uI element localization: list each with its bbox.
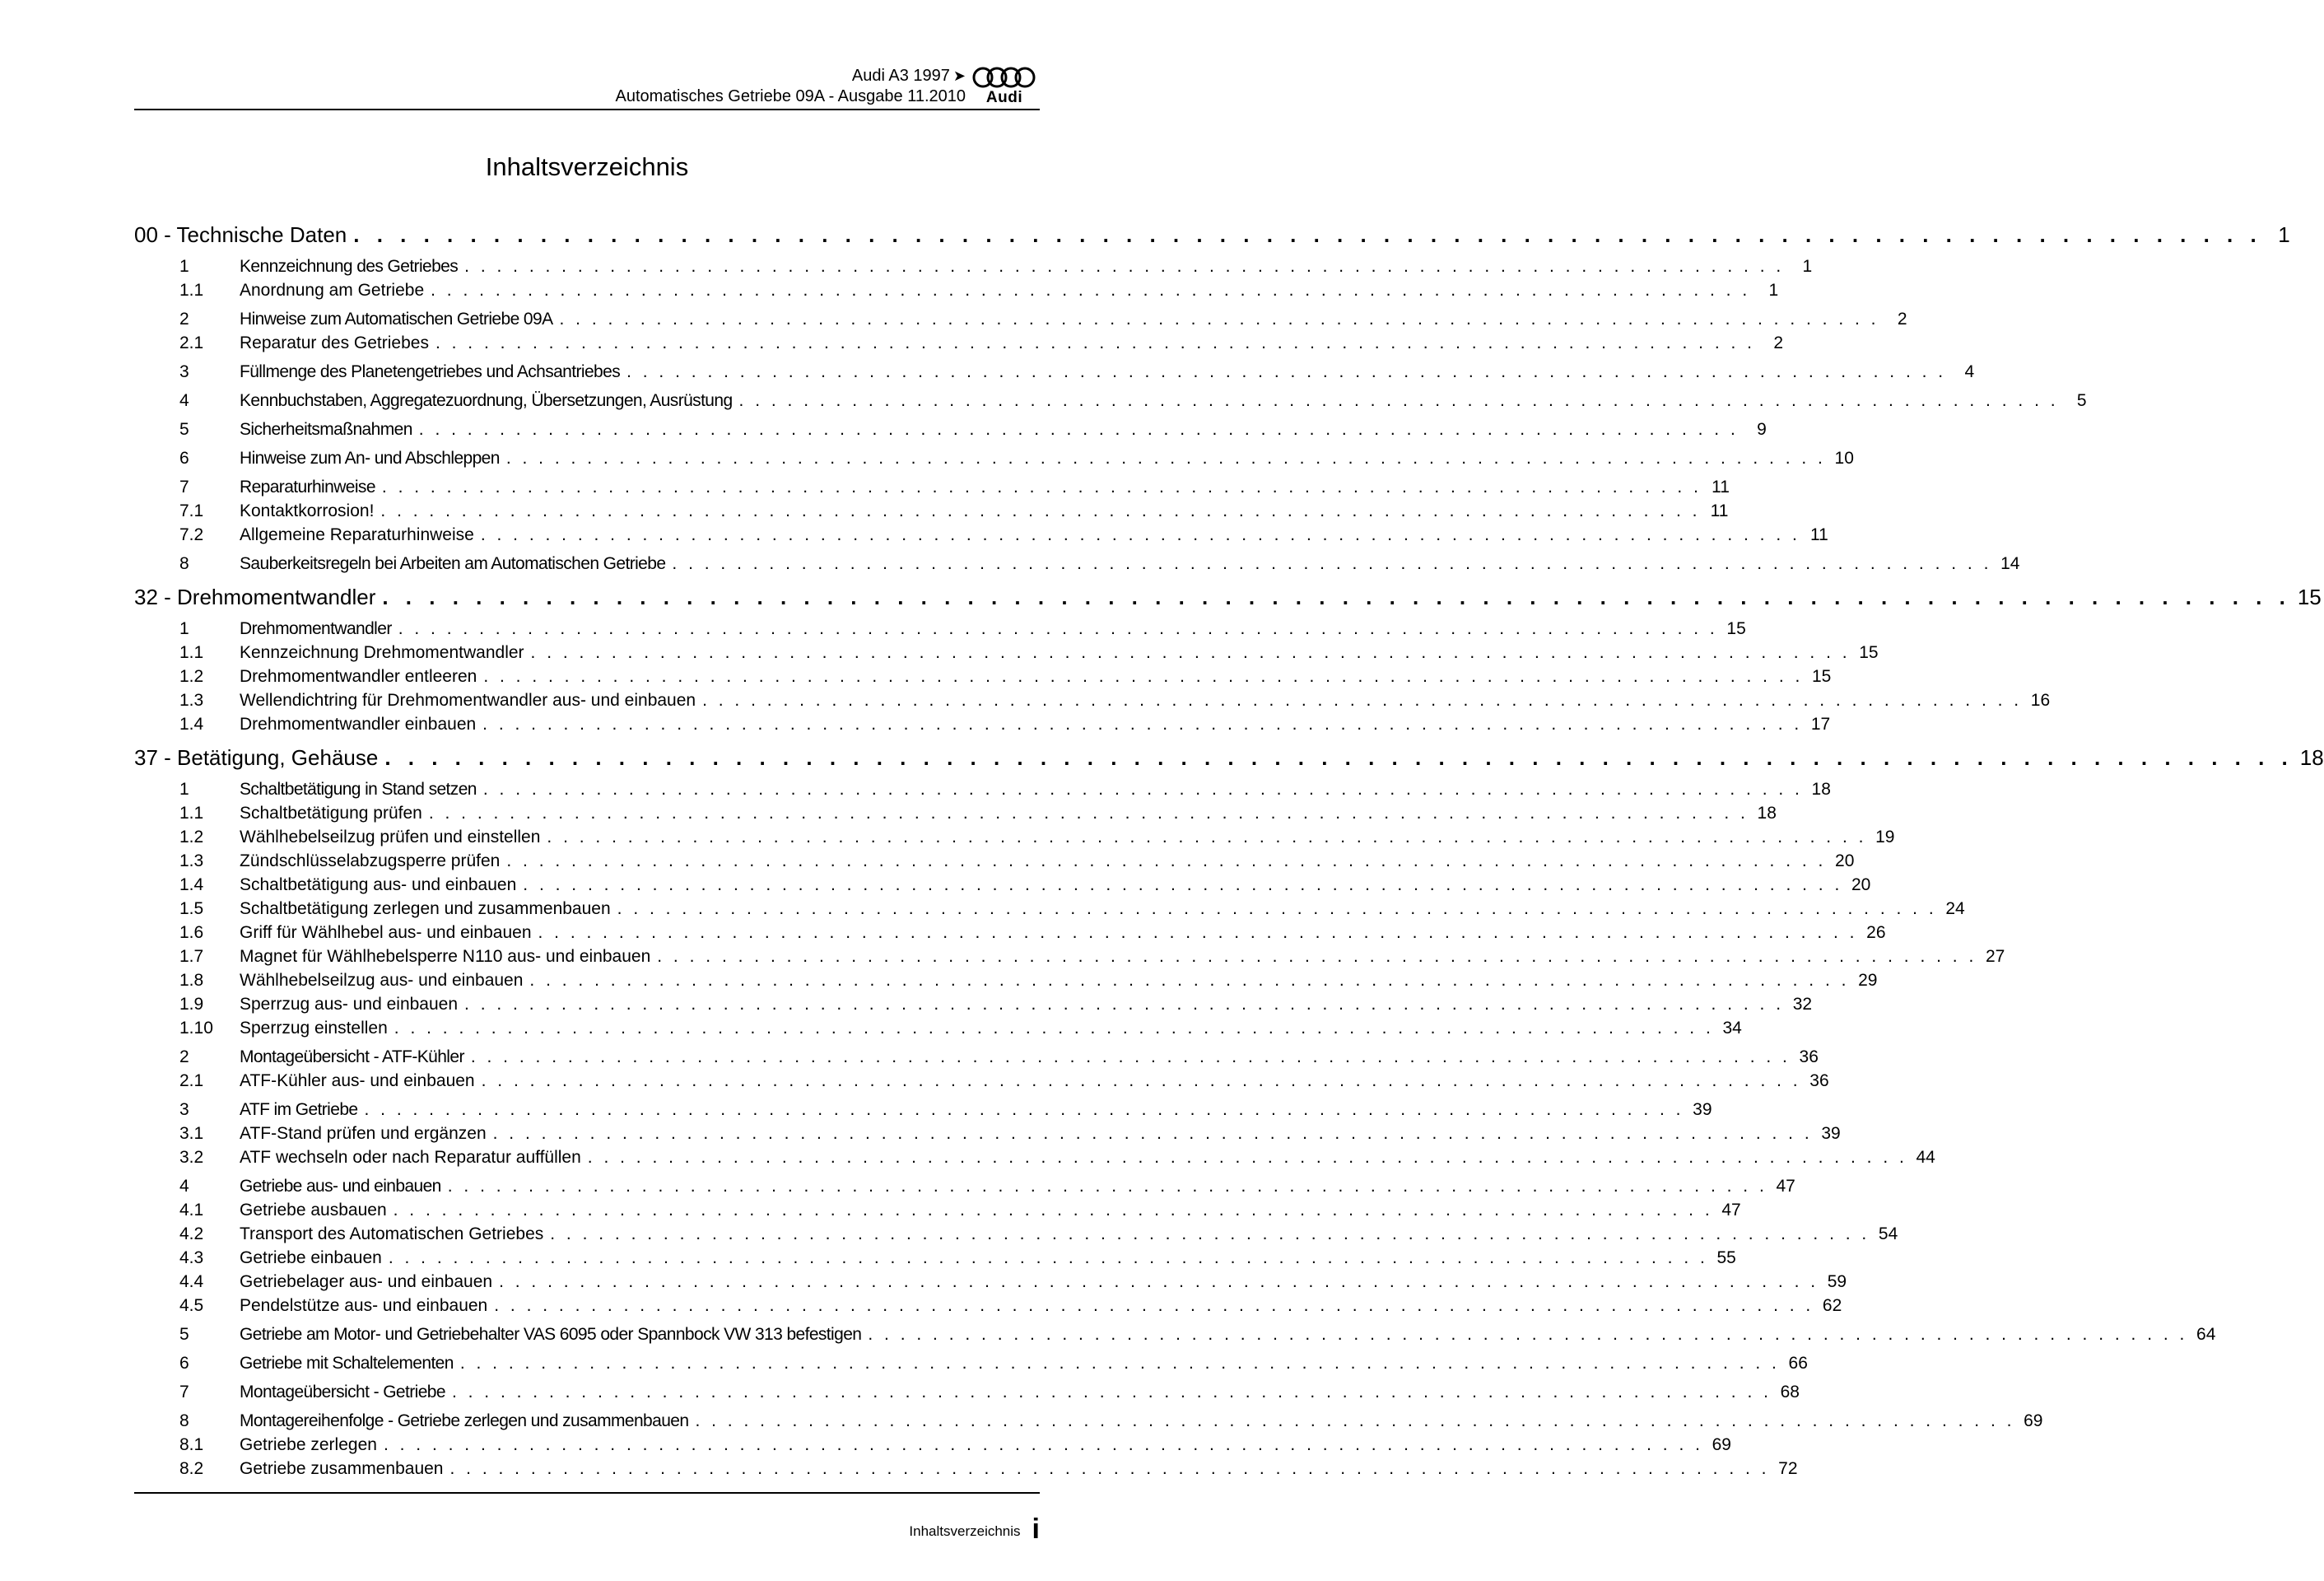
toc-dot-leader: . . . . . . . . . . . . . . . . . . . . . . . . . . . . . . . . . . . . . . . . . . . . . . . . . . . . . . . . . . . . . . . . . . . . . . . . . . . . . . . . . .: [550, 1224, 1870, 1243]
toc-entry-title: Schaltbetätigung zerlegen und zusammenbauen: [240, 899, 611, 918]
toc-entry-number: 7.2: [179, 525, 204, 544]
toc-page-number: 1: [1768, 281, 1779, 300]
toc-entry-title: Allgemeine Reparaturhinweise: [240, 525, 474, 544]
toc-entry-title: Getriebe ausbauen: [240, 1201, 387, 1220]
toc-dot-leader: . . . . . . . . . . . . . . . . . . . . . . . . . . . . . . . . . . . . . . . . . . . . . . . . . . . . . . . . . . . . . . . . . . . . . . . . . . . . . . . . . .: [559, 310, 1879, 329]
toc-dot-leader: . . . . . . . . . . . . . . . . . . . . . . . . . . . . . . . . . . . . . . . . . . . . . . . . . . . . . . . . . . . . . . . . . . . . . . . . . . . . . . . . . .: [428, 804, 1749, 823]
toc-entry-title: Zündschlüsselabzugsperre prüfen: [240, 851, 501, 870]
page-title: Inhaltsverzeichnis: [485, 152, 689, 181]
audi-logo: [969, 66, 1040, 104]
toc-page-number: 4: [1964, 362, 1975, 381]
toc-entry[interactable]: [134, 643, 1879, 667]
toc-entry[interactable]: [134, 1224, 1898, 1248]
toc-page-number: 69: [1712, 1435, 1731, 1454]
toc-page-number: 64: [2196, 1325, 2216, 1344]
toc-entry[interactable]: [134, 828, 1895, 851]
toc-entry-title: ATF-Stand prüfen und ergänzen: [240, 1124, 487, 1143]
toc-entry-number: 3: [179, 1100, 189, 1119]
toc-page-number: 66: [1788, 1354, 1808, 1373]
toc-entry-title: Pendelstütze aus- und einbauen: [240, 1296, 488, 1315]
toc-entry[interactable]: [134, 310, 1907, 333]
toc-entry-title: Getriebelager aus- und einbauen: [240, 1272, 493, 1291]
toc-dot-leader: . . . . . . . . . . . . . . . . . . . . . . . . . . . . . . . . . . . . . . . . . . . . . . . . . . . . . . . . . . . . . . . . . . . . . . . . . . . . . . . . . .: [380, 501, 1701, 520]
toc-entry[interactable]: [134, 281, 1779, 305]
toc-page-number: 39: [1821, 1124, 1841, 1143]
toc-dot-leader: . . . . . . . . . . . . . . . . . . . . . . . . . . . . . . . . . . . . . . . . . . . . . . . . . . . . . . . . . . . . . . . . . . . . . . . . . . . . . . . . . .: [738, 391, 2059, 410]
toc-entry-title: Hinweise zum An- und Abschleppen: [240, 449, 500, 468]
toc-page-number: 47: [1721, 1201, 1741, 1220]
toc-dot-leader: . . . . . . . . . . . . . . . . . . . . . . . . . . . . . . . . . . . . . . . . . . . . . . . . . . . . . . . . . . . . . . . . . . . . . . . . . . . . . . . . . .: [384, 745, 2294, 770]
toc-entry[interactable]: [134, 1019, 1742, 1042]
toc-dot-leader: . . . . . . . . . . . . . . . . . . . . . . . . . . . . . . . . . . . . . . . . . . . . . . . . . . . . . . . . . . . . . . . . . . . . . . . . . . . . . . . . . .: [398, 619, 1718, 638]
toc-dot-leader: . . . . . . . . . . . . . . . . . . . . . . . . . . . . . . . . . . . . . . . . . . . . . . . . . . . . . . . . . . . . . . . . . . . . . . . . . . . . . . . . . .: [447, 1177, 1767, 1196]
toc-dot-leader: . . . . . . . . . . . . . . . . . . . . . . . . . . . . . . . . . . . . . . . . . . . . . . . . . . . . . . . . . . . . . . . . . . . . . . . . . . . . . . . . . .: [499, 1272, 1819, 1291]
toc-entry-title: 00 - Technische Daten: [134, 222, 347, 247]
toc-page-number: 44: [1916, 1148, 1935, 1167]
toc-entry-number: 2: [179, 310, 189, 329]
toc-entry-title: ATF wechseln oder nach Reparatur auffüllen: [240, 1148, 581, 1167]
toc-entry-number: 4: [179, 391, 189, 410]
footer-label: Inhaltsverzeichnis: [909, 1523, 1021, 1539]
toc-dot-leader: . . . . . . . . . . . . . . . . . . . . . . . . . . . . . . . . . . . . . . . . . . . . . . . . . . . . . . . . . . . . . . . . . . . . . . . . . . . . . . . . . .: [617, 899, 1937, 918]
toc-page-number: 59: [1827, 1272, 1847, 1291]
toc-dot-leader: . . . . . . . . . . . . . . . . . . . . . . . . . . . . . . . . . . . . . . . . . . . . . . . . . . . . . . . . . . . . . . . . . . . . . . . . . . . . . . . . . .: [394, 1019, 1714, 1038]
toc-entry-number: 8.1: [179, 1435, 204, 1454]
toc-entry[interactable]: [134, 1325, 2216, 1349]
toc-entry-title: Reparaturhinweise: [240, 478, 375, 497]
toc-entry-number: 2.1: [179, 333, 204, 352]
header-subtitle: Automatisches Getriebe 09A - Ausgabe 11.2010: [615, 87, 966, 105]
toc-entry-title: Kennzeichnung des Getriebes: [240, 257, 459, 276]
toc-entry[interactable]: [134, 899, 1965, 923]
toc-entry[interactable]: [134, 1100, 1712, 1124]
toc-entry-title: Kennbuchstaben, Aggregatezuordnung, Übersetzungen, Ausrüstung: [240, 391, 733, 410]
toc-page-number: 15: [2297, 585, 2322, 609]
toc-page-number: 69: [2024, 1411, 2043, 1430]
toc-dot-leader: . . . . . . . . . . . . . . . . . . . . . . . . . . . . . . . . . . . . . . . . . . . . . . . . . . . . . . . . . . . . . . . . . . . . . . . . . . . . . . . . . .: [483, 667, 1804, 686]
toc-page-number: 62: [1822, 1296, 1842, 1315]
toc-dot-leader: . . . . . . . . . . . . . . . . . . . . . . . . . . . . . . . . . . . . . . . . . . . . . . . . . . . . . . . . . . . . . . . . . . . . . . . . . . . . . . . . . .: [431, 281, 1751, 300]
toc-dot-leader: . . . . . . . . . . . . . . . . . . . . . . . . . . . . . . . . . . . . . . . . . . . . . . . . . . . . . . . . . . . . . . . . . . . . . . . . . . . . . . . . . .: [418, 420, 1739, 439]
page-footer: [909, 1513, 1040, 1546]
toc-entry-number: 7: [179, 1383, 189, 1401]
toc-entry-number: 4.2: [179, 1224, 204, 1243]
toc-entry-title: ATF im Getriebe: [240, 1100, 358, 1119]
toc-entry[interactable]: [134, 691, 2051, 715]
toc-entry-number: 8: [179, 1411, 189, 1430]
toc-entry[interactable]: [134, 1047, 1819, 1071]
toc-entry-title: Sicherheitsmaßnahmen: [240, 420, 412, 439]
toc-entry[interactable]: [134, 780, 1831, 804]
toc-entry-title: Montagereihenfolge - Getriebe zerlegen und zusammenbauen: [240, 1411, 689, 1430]
header-divider: [134, 109, 1040, 110]
toc-page-number: 15: [1726, 619, 1746, 638]
toc-dot-leader: . . . . . . . . . . . . . . . . . . . . . . . . . . . . . . . . . . . . . . . . . . . . . . . . . . . . . . . . . . . . . . . . . . . . . . . . . . . . . . . . . .: [695, 1411, 2015, 1430]
toc-dot-leader: . . . . . . . . . . . . . . . . . . . . . . . . . . . . . . . . . . . . . . . . . . . . . . . . . . . . . . . . . . . . . . . . . . . . . . . . . . . . . . . . . .: [449, 1459, 1770, 1478]
toc-entry[interactable]: [134, 257, 1813, 281]
toc-dot-leader: . . . . . . . . . . . . . . . . . . . . . . . . . . . . . . . . . . . . . . . . . . . . . . . . . . . . . . . . . . . . . . . . . . . . . . . . . . . . . . . . . .: [451, 1383, 1772, 1401]
toc-dot-leader: . . . . . . . . . . . . . . . . . . . . . . . . . . . . . . . . . . . . . . . . . . . . . . . . . . . . . . . . . . . . . . . . . . . . . . . . . . . . . . . . . .: [393, 1201, 1713, 1220]
toc-dot-leader: . . . . . . . . . . . . . . . . . . . . . . . . . . . . . . . . . . . . . . . . . . . . . . . . . . . . . . . . . . . . . . . . . . . . . . . . . . . . . . . . . .: [657, 947, 1977, 966]
toc-page-number: 32: [1792, 995, 1813, 1014]
toc-entry[interactable]: [134, 971, 1878, 995]
toc-page-number: 20: [1835, 851, 1855, 870]
toc-entry[interactable]: [134, 995, 1813, 1019]
toc-page-number: 9: [1757, 420, 1767, 439]
toc-entry-title: Drehmomentwandler einbauen: [240, 715, 477, 734]
table-of-contents: [134, 216, 2324, 1483]
toc-entry-title: Drehmomentwandler: [240, 619, 392, 638]
toc-entry-title: Kontaktkorrosion!: [240, 501, 375, 520]
toc-entry[interactable]: [134, 1148, 1935, 1172]
toc-dot-leader: . . . . . . . . . . . . . . . . . . . . . . . . . . . . . . . . . . . . . . . . . . . . . . . . . . . . . . . . . . . . . . . . . . . . . . . . . . . . . . . . . .: [492, 1124, 1813, 1143]
toc-entry-title: Getriebe am Motor- und Getriebehalter VAS 6095 oder Spannbock VW 313 befestigen: [240, 1325, 862, 1344]
toc-entry-number: 1.4: [179, 715, 204, 734]
toc-entry-number: 1.9: [179, 995, 204, 1014]
toc-dot-leader: . . . . . . . . . . . . . . . . . . . . . . . . . . . . . . . . . . . . . . . . . . . . . . . . . . . . . . . . . . . . . . . . . . . . . . . . . . . . . . . . . .: [481, 1071, 1801, 1090]
toc-page-number: 20: [1851, 875, 1871, 894]
toc-entry-number: 8: [179, 554, 189, 573]
toc-entry[interactable]: [134, 1296, 1842, 1320]
toc-dot-leader: . . . . . . . . . . . . . . . . . . . . . . . . . . . . . . . . . . . . . . . . . . . . . . . . . . . . . . . . . . . . . . . . . . . . . . . . . . . . . . . . . .: [482, 715, 1803, 734]
audi-rings-icon: [972, 66, 1036, 89]
toc-entry-number: 5: [179, 420, 189, 439]
toc-entry-number: 1.6: [179, 923, 204, 942]
toc-entry[interactable]: [134, 715, 1831, 739]
toc-entry-number: 4: [179, 1177, 189, 1196]
toc-page-number: 2: [1773, 333, 1783, 352]
toc-entry[interactable]: [134, 525, 1828, 549]
toc-entry-title: Reparatur des Getriebes: [240, 333, 429, 352]
toc-page-number: 18: [1757, 804, 1777, 823]
toc-dot-leader: . . . . . . . . . . . . . . . . . . . . . . . . . . . . . . . . . . . . . . . . . . . . . . . . . . . . . . . . . . . . . . . . . . . . . . . . . . . . . . . . . .: [538, 923, 1858, 942]
toc-page-number: 26: [1866, 923, 1886, 942]
toc-chapter[interactable]: [134, 745, 2324, 775]
toc-entry-title: Sperrzug aus- und einbauen: [240, 995, 459, 1014]
toc-entry-number: 4.5: [179, 1296, 204, 1315]
toc-page-number: 18: [1811, 780, 1831, 799]
toc-entry-title: Magnet für Wählhebelsperre N110 aus- und einbauen: [240, 947, 651, 966]
toc-entry-number: 2: [179, 1047, 189, 1066]
toc-entry-number: 6: [179, 449, 189, 468]
header-text: [616, 66, 966, 107]
toc-entry-number: 1.3: [179, 851, 204, 870]
toc-entry[interactable]: [134, 1177, 1795, 1201]
toc-entry[interactable]: [134, 554, 2020, 578]
toc-entry-title: Schaltbetätigung aus- und einbauen: [240, 875, 517, 894]
toc-entry-number: 3: [179, 362, 189, 381]
toc-page-number: 54: [1878, 1224, 1898, 1243]
toc-page-number: 2: [1897, 310, 1907, 329]
toc-entry-number: 1: [179, 780, 189, 799]
toc-entry-title: Getriebe mit Schaltelementen: [240, 1354, 454, 1373]
toc-entry[interactable]: [134, 449, 1854, 473]
toc-page-number: 34: [1722, 1019, 1742, 1038]
toc-entry-title: Drehmomentwandler entleeren: [240, 667, 477, 686]
toc-entry-number: 1.8: [179, 971, 204, 990]
toc-entry-number: 7: [179, 478, 189, 497]
toc-page-number: 36: [1809, 1071, 1829, 1090]
toc-dot-leader: . . . . . . . . . . . . . . . . . . . . . . . . . . . . . . . . . . . . . . . . . . . . . . . . . . . . . . . . . . . . . . . . . . . . . . . . . . . . . . . . . .: [435, 333, 1755, 352]
toc-entry-number: 6: [179, 1354, 189, 1373]
toc-dot-leader: . . . . . . . . . . . . . . . . . . . . . . . . . . . . . . . . . . . . . . . . . . . . . . . . . . . . . . . . . . . . . . . . . . . . . . . . . . . . . . . . . .: [482, 780, 1803, 799]
toc-entry[interactable]: [134, 420, 1767, 444]
audi-wordmark: Audi: [985, 89, 1023, 106]
toc-entry-number: 4.4: [179, 1272, 204, 1291]
toc-entry-number: 8.2: [179, 1459, 204, 1478]
toc-page-number: 18: [2299, 745, 2324, 770]
toc-dot-leader: . . . . . . . . . . . . . . . . . . . . . . . . . . . . . . . . . . . . . . . . . . . . . . . . . . . . . . . . . . . . . . . . . . . . . . . . . . . . . . . . . .: [364, 1100, 1684, 1119]
toc-dot-leader: . . . . . . . . . . . . . . . . . . . . . . . . . . . . . . . . . . . . . . . . . . . . . . . . . . . . . . . . . . . . . . . . . . . . . . . . . . . . . . . . . .: [464, 257, 1785, 276]
toc-entry[interactable]: [134, 1201, 1741, 1224]
toc-entry[interactable]: [134, 1435, 1731, 1459]
footer-divider: [134, 1492, 1040, 1494]
toc-entry[interactable]: [134, 362, 1975, 386]
toc-entry-number: 4.3: [179, 1248, 204, 1267]
toc-entry[interactable]: [134, 619, 1746, 643]
toc-entry-title: Transport des Automatischen Getriebes: [240, 1224, 544, 1243]
toc-entry-number: 1.2: [179, 828, 204, 846]
toc-entry-title: Getriebe einbauen: [240, 1248, 382, 1267]
toc-entry-number: 1.1: [179, 804, 204, 823]
toc-dot-leader: . . . . . . . . . . . . . . . . . . . . . . . . . . . . . . . . . . . . . . . . . . . . . . . . . . . . . . . . . . . . . . . . . . . . . . . . . . . . . . . . . .: [470, 1047, 1791, 1066]
toc-entry-number: 1: [179, 619, 189, 638]
toc-page-number: 11: [1712, 478, 1730, 497]
toc-entry-title: Wellendichtring für Drehmomentwandler aus- und einbauen: [240, 691, 696, 710]
toc-chapter[interactable]: [134, 585, 2322, 614]
header-model: Audi A3 1997: [851, 67, 950, 85]
toc-entry[interactable]: [134, 947, 2005, 971]
toc-entry[interactable]: [134, 333, 1783, 357]
toc-entry-number: 1.4: [179, 875, 204, 894]
toc-entry-title: Wählhebelseilzug prüfen und einstellen: [240, 828, 541, 846]
toc-entry-title: Sperrzug einstellen: [240, 1019, 388, 1038]
toc-dot-leader: . . . . . . . . . . . . . . . . . . . . . . . . . . . . . . . . . . . . . . . . . . . . . . . . . . . . . . . . . . . . . . . . . . . . . . . . . . . . . . . . . .: [523, 875, 1843, 894]
toc-page-number: 27: [1985, 947, 2005, 966]
toc-entry[interactable]: [134, 501, 1729, 525]
page-header: [134, 59, 1040, 110]
toc-entry[interactable]: [134, 1354, 1808, 1378]
toc-entry[interactable]: [134, 875, 1871, 899]
toc-dot-leader: . . . . . . . . . . . . . . . . . . . . . . . . . . . . . . . . . . . . . . . . . . . . . . . . . . . . . . . . . . . . . . . . . . . . . . . . . . . . . . . . . .: [459, 1354, 1780, 1373]
toc-dot-leader: . . . . . . . . . . . . . . . . . . . . . . . . . . . . . . . . . . . . . . . . . . . . . . . . . . . . . . . . . . . . . . . . . . . . . . . . . . . . . . . . . .: [464, 995, 1785, 1014]
toc-page-number: 1: [2278, 222, 2290, 247]
toc-entry-title: Kennzeichnung Drehmomentwandler: [240, 643, 524, 662]
toc-entry[interactable]: [134, 391, 2087, 415]
toc-page-number: 15: [1812, 667, 1832, 686]
toc-page-number: 10: [1834, 449, 1854, 468]
toc-entry-number: 7.1: [179, 501, 204, 520]
toc-dot-leader: . . . . . . . . . . . . . . . . . . . . . . . . . . . . . . . . . . . . . . . . . . . . . . . . . . . . . . . . . . . . . . . . . . . . . . . . . . . . . . . . . .: [702, 691, 2023, 710]
toc-dot-leader: . . . . . . . . . . . . . . . . . . . . . . . . . . . . . . . . . . . . . . . . . . . . . . . . . . . . . . . . . . . . . . . . . . . . . . . . . . . . . . . . . .: [587, 1148, 1907, 1167]
toc-dot-leader: . . . . . . . . . . . . . . . . . . . . . . . . . . . . . . . . . . . . . . . . . . . . . . . . . . . . . . . . . . . . . . . . . . . . . . . . . . . . . . . . . .: [381, 478, 1702, 497]
toc-dot-leader: . . . . . . . . . . . . . . . . . . . . . . . . . . . . . . . . . . . . . . . . . . . . . . . . . . . . . . . . . . . . . . . . . . . . . . . . . . . . . . . . . .: [505, 449, 1826, 468]
toc-page-number: 47: [1776, 1177, 1795, 1196]
toc-entry-number: 1.1: [179, 281, 204, 300]
toc-entry-number: 5: [179, 1325, 189, 1344]
toc-dot-leader: . . . . . . . . . . . . . . . . . . . . . . . . . . . . . . . . . . . . . . . . . . . . . . . . . . . . . . . . . . . . . . . . . . . . . . . . . . . . . . . . . .: [626, 362, 1947, 381]
toc-entry-title: ATF-Kühler aus- und einbauen: [240, 1071, 475, 1090]
toc-entry-number: 4.1: [179, 1201, 204, 1220]
toc-page-number: 29: [1858, 971, 1878, 990]
toc-entry-title: Schaltbetätigung prüfen: [240, 804, 422, 823]
toc-entry-title: Sauberkeitsregeln bei Arbeiten am Automatischen Getriebe: [240, 554, 666, 573]
toc-page-number: 19: [1875, 828, 1895, 846]
toc-entry-title: Wählhebelseilzug aus- und einbauen: [240, 971, 524, 990]
toc-entry-number: 1: [179, 257, 189, 276]
toc-entry-title: Hinweise zum Automatischen Getriebe 09A: [240, 310, 553, 329]
toc-chapter[interactable]: [134, 222, 2290, 252]
toc-entry[interactable]: [134, 1124, 1841, 1148]
toc-entry[interactable]: [134, 851, 1855, 875]
toc-entry[interactable]: [134, 804, 1777, 828]
page-number: i: [1032, 1513, 1040, 1545]
toc-entry[interactable]: [134, 667, 1832, 691]
toc-page-number: 11: [1810, 525, 1828, 544]
toc-entry-number: 3.2: [179, 1148, 204, 1167]
toc-dot-leader: . . . . . . . . . . . . . . . . . . . . . . . . . . . . . . . . . . . . . . . . . . . . . . . . . . . . . . . . . . . . . . . . . . . . . . . . . . . . . . . . . .: [868, 1325, 2188, 1344]
toc-entry[interactable]: [134, 1248, 1736, 1272]
toc-page-number: 1: [1802, 257, 1813, 276]
toc-entry-number: 1.2: [179, 667, 204, 686]
toc-entry[interactable]: [134, 923, 1886, 947]
toc-entry-number: 2.1: [179, 1071, 204, 1090]
toc-entry-title: 37 - Betätigung, Gehäuse: [134, 745, 379, 770]
toc-entry-title: Schaltbetätigung in Stand setzen: [240, 780, 477, 799]
toc-entry[interactable]: [134, 1071, 1829, 1095]
toc-entry[interactable]: [134, 1411, 2043, 1435]
toc-entry-title: Montageübersicht - ATF-Kühler: [240, 1047, 464, 1066]
toc-entry-number: 1.7: [179, 947, 204, 966]
toc-page-number: 15: [1859, 643, 1879, 662]
toc-entry[interactable]: [134, 1272, 1847, 1296]
toc-entry[interactable]: [134, 1383, 1800, 1406]
toc-dot-leader: . . . . . . . . . . . . . . . . . . . . . . . . . . . . . . . . . . . . . . . . . . . . . . . . . . . . . . . . . . . . . . . . . . . . . . . . . . . . . . . . . .: [494, 1296, 1814, 1315]
toc-dot-leader: . . . . . . . . . . . . . . . . . . . . . . . . . . . . . . . . . . . . . . . . . . . . . . . . . . . . . . . . . . . . . . . . . . . . . . . . . . . . . . . . . .: [388, 1248, 1708, 1267]
toc-page-number: 17: [1810, 715, 1831, 734]
toc-page-number: 11: [1710, 501, 1729, 520]
arrow-right-icon: ➤: [952, 68, 966, 84]
toc-dot-leader: . . . . . . . . . . . . . . . . . . . . . . . . . . . . . . . . . . . . . . . . . . . . . . . . . . . . . . . . . . . . . . . . . . . . . . . . . . . . . . . . . .: [672, 554, 1992, 573]
toc-entry-title: Anordnung am Getriebe: [240, 281, 425, 300]
toc-entry-number: 1.5: [179, 899, 204, 918]
toc-page-number: 16: [2030, 691, 2051, 710]
toc-entry-title: Getriebe aus- und einbauen: [240, 1177, 441, 1196]
toc-page-number: 36: [1799, 1047, 1819, 1066]
toc-entry-title: 32 - Drehmomentwandler: [134, 585, 376, 609]
toc-page-number: 39: [1693, 1100, 1712, 1119]
toc-dot-leader: . . . . . . . . . . . . . . . . . . . . . . . . . . . . . . . . . . . . . . . . . . . . . . . . . . . . . . . . . . . . . . . . . . . . . . . . . . . . . . . . . .: [547, 828, 1867, 846]
toc-entry-number: 1.3: [179, 691, 204, 710]
toc-entry-title: Getriebe zerlegen: [240, 1435, 377, 1454]
toc-dot-leader: . . . . . . . . . . . . . . . . . . . . . . . . . . . . . . . . . . . . . . . . . . . . . . . . . . . . . . . . . . . . . . . . . . . . . . . . . . . . . . . . . .: [529, 971, 1850, 990]
toc-dot-leader: . . . . . . . . . . . . . . . . . . . . . . . . . . . . . . . . . . . . . . . . . . . . . . . . . . . . . . . . . . . . . . . . . . . . . . . . . . . . . . . . . .: [382, 585, 2291, 609]
toc-dot-leader: . . . . . . . . . . . . . . . . . . . . . . . . . . . . . . . . . . . . . . . . . . . . . . . . . . . . . . . . . . . . . . . . . . . . . . . . . . . . . . . . . .: [353, 222, 2262, 247]
toc-entry-number: 1.10: [179, 1019, 213, 1038]
toc-entry[interactable]: [134, 1459, 1798, 1483]
toc-entry-title: Getriebe zusammenbauen: [240, 1459, 444, 1478]
toc-dot-leader: . . . . . . . . . . . . . . . . . . . . . . . . . . . . . . . . . . . . . . . . . . . . . . . . . . . . . . . . . . . . . . . . . . . . . . . . . . . . . . . . . .: [480, 525, 1800, 544]
toc-dot-leader: . . . . . . . . . . . . . . . . . . . . . . . . . . . . . . . . . . . . . . . . . . . . . . . . . . . . . . . . . . . . . . . . . . . . . . . . . . . . . . . . . .: [530, 643, 1851, 662]
toc-page-number: 55: [1716, 1248, 1736, 1267]
header-model-line: [616, 66, 966, 86]
toc-entry-title: Griff für Wählhebel aus- und einbauen: [240, 923, 532, 942]
toc-entry-number: 3.1: [179, 1124, 204, 1143]
toc-dot-leader: . . . . . . . . . . . . . . . . . . . . . . . . . . . . . . . . . . . . . . . . . . . . . . . . . . . . . . . . . . . . . . . . . . . . . . . . . . . . . . . . . .: [506, 851, 1827, 870]
toc-page-number: 72: [1778, 1459, 1798, 1478]
toc-page-number: 24: [1945, 899, 1965, 918]
toc-entry-title: Montageübersicht - Getriebe: [240, 1383, 445, 1401]
toc-page-number: 14: [2000, 554, 2020, 573]
toc-entry[interactable]: [134, 478, 1730, 501]
toc-dot-leader: . . . . . . . . . . . . . . . . . . . . . . . . . . . . . . . . . . . . . . . . . . . . . . . . . . . . . . . . . . . . . . . . . . . . . . . . . . . . . . . . . .: [383, 1435, 1703, 1454]
toc-entry-title: Füllmenge des Planetengetriebes und Achsantriebes: [240, 362, 621, 381]
toc-entry-number: 1.1: [179, 643, 204, 662]
toc-page-number: 5: [2076, 391, 2087, 410]
toc-page-number: 68: [1780, 1383, 1800, 1401]
